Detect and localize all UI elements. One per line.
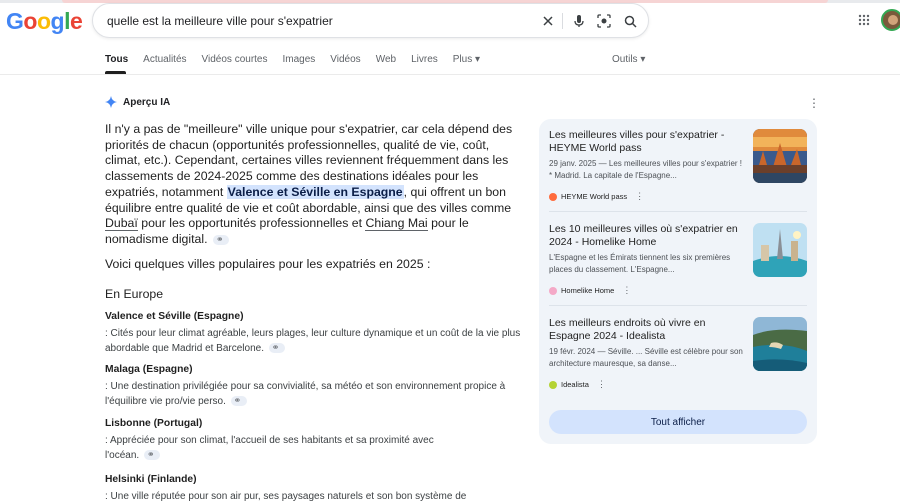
source-menu-icon[interactable]: ⋮ <box>622 285 632 295</box>
tab-livres[interactable]: Livres <box>411 54 438 65</box>
city-name: Malaga (Espagne) <box>105 364 193 375</box>
mic-icon[interactable] <box>571 13 587 29</box>
tab-plus[interactable]: Plus ▾ <box>452 54 481 65</box>
homelike-favicon <box>549 287 557 295</box>
source-site[interactable] <box>549 379 606 390</box>
city-name: Valence et Séville (Espagne) <box>105 311 244 322</box>
source-menu-icon[interactable]: ⋮ <box>635 191 645 201</box>
source-title[interactable]: Les meilleurs endroits où vivre en Espagne 2024 - Idealista <box>549 317 706 342</box>
search-icon[interactable] <box>622 13 638 29</box>
source-snippet: 29 janv. 2025 — Les meilleures villes pour s'expatrier ! * Madrid. La capitale de l'Espagne... <box>549 159 743 180</box>
ai-overview-text <box>105 122 523 248</box>
tabs-divider <box>0 74 900 75</box>
dubai-link[interactable]: Dubaï <box>105 216 138 231</box>
source-title[interactable]: Les meilleures villes pour s'expatrier - HEYME World pass <box>549 129 725 154</box>
source-title[interactable]: Les 10 meilleures villes où s'expatrier en 2024 - Homelike Home <box>549 223 738 248</box>
sources-panel <box>539 119 817 444</box>
city-item <box>105 309 523 356</box>
city-item <box>105 416 465 463</box>
section-heading: En Europe <box>105 287 164 301</box>
source-name: Homelike Home <box>561 286 615 295</box>
city-name: Helsinki (Finlande) <box>105 474 197 485</box>
link-icon[interactable] <box>269 343 285 353</box>
avatar[interactable] <box>881 9 900 31</box>
source-thumbnail <box>753 223 807 277</box>
intro-list-text: Voici quelques villes populaires pour les expatriés en 2025 : <box>105 257 431 271</box>
search-tabs <box>105 54 495 74</box>
google-logo[interactable]: Google <box>6 8 83 34</box>
link-icon[interactable] <box>231 396 247 406</box>
overview-text-part: , qui offrent un bon équilibre entre qualité de vie et coût abordable, ainsi que des villes comme <box>105 184 512 215</box>
apps-icon[interactable] <box>858 13 870 31</box>
tab-videos-courtes[interactable]: Vidéos courtes <box>201 54 268 65</box>
source-name: HEYME World pass <box>561 192 628 201</box>
source-name: Idealista <box>561 380 589 389</box>
ai-overview-label: Aperçu IA <box>123 96 171 108</box>
link-icon[interactable] <box>144 450 160 460</box>
tab-actualites[interactable]: Actualités <box>143 54 187 65</box>
tab-images[interactable]: Images <box>282 54 316 65</box>
tab-tous[interactable]: Tous <box>105 54 129 65</box>
source-site[interactable] <box>549 191 644 202</box>
city-desc: : Cités pour leur climat agréable, leurs plages, leur culture dynamique et un coût de la vie plus abordable que Madrid et Barcelone. <box>105 328 521 354</box>
card-divider <box>549 211 807 212</box>
tab-videos[interactable]: Vidéos <box>330 54 361 65</box>
tab-web[interactable]: Web <box>375 54 397 65</box>
source-card[interactable] <box>549 317 807 391</box>
source-snippet: L'Espagne et les Émirats tiennent les six premières places du classement. L'Espagne... <box>549 253 731 274</box>
overview-text-part: pour le nomadisme digital. <box>105 216 469 246</box>
overview-text-part: Il n'y a pas de "meilleure" ville unique pour s'expatrier, car cela dépend des priorités de chacun (opportunités professionnelles, qualité de vie, coût, climat, etc.). Cependant, certaines villes reviennent fréquemment dans les classements de 2024-2025 comme des destinations idéales pour les expatriés, notamment <box>105 122 513 199</box>
card-divider <box>549 305 807 306</box>
source-thumbnail <box>753 317 807 371</box>
close-icon[interactable] <box>540 13 556 29</box>
more-options-icon[interactable]: ⋮ <box>808 96 820 110</box>
overview-text-part: pour les opportunités professionnelles et <box>137 216 366 231</box>
search-input[interactable]: quelle est la meilleure ville pour s'expatrier <box>107 13 333 28</box>
lens-icon[interactable] <box>596 13 612 29</box>
city-item <box>105 472 523 503</box>
city-desc: : Une ville réputée pour son air pur, ses paysages naturels et son bon système de <box>105 491 467 502</box>
source-site[interactable] <box>549 285 631 296</box>
source-menu-icon[interactable]: ⋮ <box>596 379 606 389</box>
ai-overview-header <box>105 96 170 108</box>
search-box[interactable] <box>92 3 649 38</box>
link-icon[interactable] <box>213 235 229 245</box>
source-thumbnail <box>753 129 807 183</box>
tools-button[interactable]: Outils ▾ <box>612 54 646 65</box>
idealista-favicon <box>549 381 557 389</box>
highlighted-text[interactable]: Valence et Séville en Espagne <box>227 184 403 199</box>
source-card[interactable] <box>549 129 807 203</box>
city-desc: : Appréciée pour son climat, l'accueil de ses habitants et sa proximité avec l'océan. <box>105 435 434 461</box>
sparkle-icon <box>105 96 117 108</box>
city-item <box>105 362 523 409</box>
search-divider <box>562 13 563 29</box>
show-all-button[interactable]: Tout afficher <box>549 410 807 434</box>
chiang-mai-link[interactable]: Chiang Mai <box>365 216 428 231</box>
heyme-favicon <box>549 193 557 201</box>
city-desc: : Une destination privilégiée pour sa convivialité, sa météo et son environnement propice à l'équilibre vie pro/vie perso. <box>105 381 506 407</box>
source-card[interactable] <box>549 223 807 297</box>
source-snippet: 19 févr. 2024 — Séville. ... Séville est célèbre pour son architecture mauresque, sa danse... <box>549 347 743 368</box>
city-name: Lisbonne (Portugal) <box>105 418 203 429</box>
